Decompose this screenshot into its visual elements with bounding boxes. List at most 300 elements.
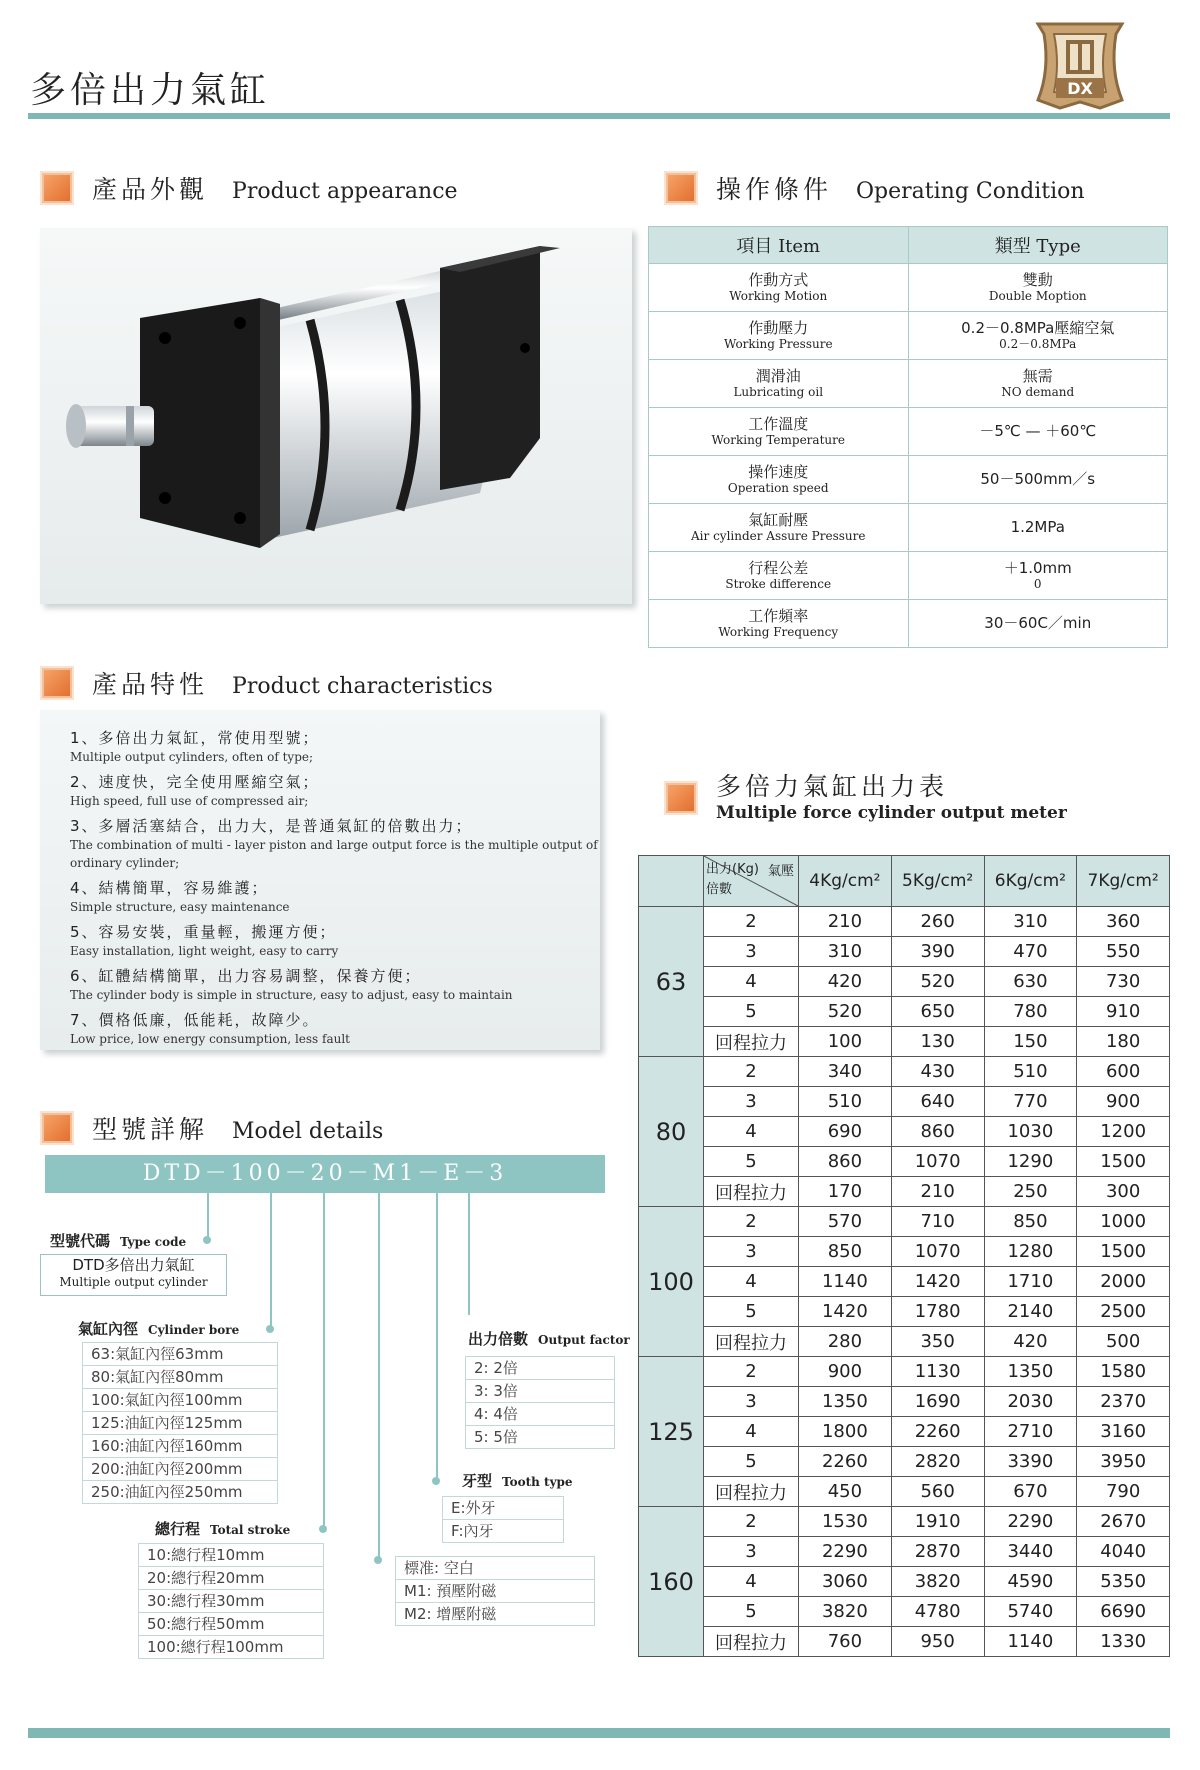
factor-option: 3: 3倍 <box>465 1380 615 1403</box>
condition-item-zh: 工作頻率 <box>748 607 809 625</box>
force-value-cell: 210 <box>891 1177 984 1207</box>
section-title-zh: 操作條件 <box>716 175 833 204</box>
bore-option: 160:油缸內徑160mm <box>82 1435 278 1458</box>
condition-item-cell <box>649 552 909 600</box>
characteristic-zh: 1、多倍出力氣缸，常使用型號； <box>70 729 320 747</box>
factor-option: 2: 2倍 <box>465 1356 615 1380</box>
section-title-en: Product characteristics <box>232 674 493 699</box>
characteristic-item <box>70 772 600 810</box>
condition-item-zh: 氣缸耐壓 <box>748 511 809 529</box>
characteristic-item <box>70 878 600 916</box>
force-value-cell: 510 <box>984 1057 1077 1087</box>
condition-item-en: Working Pressure <box>723 337 833 351</box>
force-value-cell: 360 <box>1077 907 1170 937</box>
corner-force-label: 出力(Kg) <box>706 862 759 877</box>
condition-item-zh: 潤滑油 <box>755 367 801 385</box>
force-value-cell: 1290 <box>984 1147 1077 1177</box>
section-title-en: Operating Condition <box>856 179 1085 204</box>
multiple-cell: 3 <box>704 1237 799 1267</box>
section-title-en: Multiple force cylinder output meter <box>716 803 1067 823</box>
condition-item-cell <box>649 408 909 456</box>
magnet-option: M2: 增壓附磁 <box>395 1603 595 1626</box>
output-row <box>639 1207 1170 1237</box>
connector-dot <box>203 1236 211 1244</box>
condition-row <box>649 552 1168 600</box>
condition-value-sub: 0 <box>1033 577 1042 591</box>
force-value-cell: 4040 <box>1077 1537 1170 1567</box>
output-factor-label-zh: 出力倍數 <box>468 1330 529 1348</box>
output-row <box>639 1627 1170 1657</box>
output-factor-label-en: Output factor <box>538 1333 630 1347</box>
bore-cell: 160 <box>639 1507 704 1657</box>
output-row <box>639 937 1170 967</box>
tooth-type-label-zh: 牙型 <box>462 1472 493 1490</box>
factor-option: 4: 4倍 <box>465 1403 615 1426</box>
force-value-cell: 780 <box>984 997 1077 1027</box>
force-value-cell: 520 <box>799 997 892 1027</box>
condition-value: 無需 <box>1022 367 1053 385</box>
section-square-icon <box>666 783 696 813</box>
multiple-cell: 2 <box>704 1207 799 1237</box>
condition-item-cell <box>649 456 909 504</box>
force-value-cell: 300 <box>1077 1177 1170 1207</box>
force-value-cell: 150 <box>984 1027 1077 1057</box>
type-code-box <box>40 1254 227 1296</box>
condition-value-cell <box>908 600 1168 648</box>
characteristic-item <box>70 966 600 1004</box>
force-value-cell: 1800 <box>799 1417 892 1447</box>
condition-value: 0.2－0.8MPa壓縮空氣 <box>961 319 1115 337</box>
force-value-cell: 1530 <box>799 1507 892 1537</box>
tooth-type-label <box>462 1470 573 1491</box>
force-value-cell: 3390 <box>984 1447 1077 1477</box>
force-value-cell: 760 <box>799 1627 892 1657</box>
condition-row <box>649 504 1168 552</box>
characteristic-en: Easy installation, light weight, easy to carry <box>70 944 339 958</box>
condition-item-cell <box>649 600 909 648</box>
output-row <box>639 1237 1170 1267</box>
force-value-cell: 3820 <box>799 1597 892 1627</box>
force-value-cell: 1910 <box>891 1507 984 1537</box>
force-value-cell: 130 <box>891 1027 984 1057</box>
condition-value-cell <box>908 504 1168 552</box>
condition-row <box>649 456 1168 504</box>
force-value-cell: 3160 <box>1077 1417 1170 1447</box>
force-value-cell: 3060 <box>799 1567 892 1597</box>
type-code-label <box>50 1230 186 1251</box>
force-value-cell: 910 <box>1077 997 1170 1027</box>
force-value-cell: 1030 <box>984 1117 1077 1147</box>
force-value-cell: 430 <box>891 1057 984 1087</box>
characteristic-zh: 4、結構簡單，容易維護； <box>70 879 269 897</box>
condition-item-en: Air cylinder Assure Pressure <box>691 529 866 543</box>
condition-item-cell <box>649 360 909 408</box>
force-value-cell: 730 <box>1077 967 1170 997</box>
force-value-cell: 2000 <box>1077 1267 1170 1297</box>
condition-item-en: Stroke difference <box>725 577 832 591</box>
bore-cell: 63 <box>639 907 704 1057</box>
condition-row <box>649 408 1168 456</box>
force-value-cell: 550 <box>1077 937 1170 967</box>
output-row <box>639 1327 1170 1357</box>
condition-table-body <box>649 264 1168 648</box>
condition-value: 50－500mm／s <box>980 470 1096 488</box>
section-condition-header <box>666 170 1085 206</box>
force-value-cell: 2260 <box>891 1417 984 1447</box>
pressure-column-header: 4Kg/cm² <box>799 856 892 907</box>
output-row <box>639 1417 1170 1447</box>
condition-row <box>649 600 1168 648</box>
condition-item-en: Operation speed <box>727 481 829 495</box>
multiple-cell: 2 <box>704 907 799 937</box>
force-value-cell: 850 <box>799 1237 892 1267</box>
section-square-icon <box>42 1113 72 1143</box>
footer-rule <box>28 1728 1170 1738</box>
force-value-cell: 520 <box>891 967 984 997</box>
force-value-cell: 560 <box>891 1477 984 1507</box>
section-characteristics-header <box>42 665 493 701</box>
pressure-column-header: 6Kg/cm² <box>984 856 1077 907</box>
section-title-zh: 多倍力氣缸出力表 <box>716 772 949 801</box>
stroke-option: 50:總行程50mm <box>138 1613 324 1636</box>
force-value-cell: 1690 <box>891 1387 984 1417</box>
characteristic-en: The combination of multi - layer piston and large output force is the multiple output of ordinary cylinder; <box>70 838 598 870</box>
type-code-value-en: Multiple output cylinder <box>59 1275 208 1289</box>
force-value-cell: 1130 <box>891 1357 984 1387</box>
condition-item-zh: 工作溫度 <box>748 415 809 433</box>
force-value-cell: 1200 <box>1077 1117 1170 1147</box>
force-value-cell: 5350 <box>1077 1567 1170 1597</box>
output-row <box>639 1537 1170 1567</box>
multiple-cell: 3 <box>704 1537 799 1567</box>
stroke-option: 20:總行程20mm <box>138 1567 324 1590</box>
output-row <box>639 1447 1170 1477</box>
condition-item-zh: 作動壓力 <box>748 319 809 337</box>
output-row <box>639 1297 1170 1327</box>
force-value-cell: 860 <box>891 1117 984 1147</box>
force-value-cell: 260 <box>891 907 984 937</box>
tooth-option: E:外牙 <box>442 1496 564 1520</box>
force-value-cell: 350 <box>891 1327 984 1357</box>
total-stroke-label-zh: 總行程 <box>155 1520 201 1538</box>
characteristic-zh: 2、速度快，完全使用壓縮空氣； <box>70 773 320 791</box>
force-value-cell: 630 <box>984 967 1077 997</box>
type-code-label-en: Type code <box>120 1235 187 1249</box>
cylinder-bore-label-zh: 氣缸內徑 <box>78 1320 139 1338</box>
characteristics-box <box>40 710 600 1050</box>
force-value-cell: 2290 <box>984 1507 1077 1537</box>
force-value-cell: 3440 <box>984 1537 1077 1567</box>
force-value-cell: 420 <box>984 1327 1077 1357</box>
output-row <box>639 1597 1170 1627</box>
connector-line <box>436 1193 438 1481</box>
magnet-option: M1: 預壓附磁 <box>395 1580 595 1603</box>
title-rule <box>28 113 1170 119</box>
force-value-cell: 710 <box>891 1207 984 1237</box>
multiple-cell: 5 <box>704 1297 799 1327</box>
force-value-cell: 390 <box>891 937 984 967</box>
characteristic-en: Simple structure, easy maintenance <box>70 900 290 914</box>
condition-item-zh: 操作速度 <box>748 463 809 481</box>
connector-dot <box>266 1325 274 1333</box>
connector-line <box>207 1193 209 1239</box>
bore-option: 80:氣缸內徑80mm <box>82 1366 278 1389</box>
tooth-type-options <box>442 1496 564 1543</box>
model-code-bar: DTD－100－20－M1－E－3 <box>45 1155 605 1193</box>
section-appearance-header <box>42 170 458 206</box>
condition-value-sub: NO demand <box>1001 385 1075 399</box>
condition-value: 1.2MPa <box>1010 518 1065 536</box>
section-square-icon <box>42 668 72 698</box>
bore-option: 250:油缸內徑250mm <box>82 1481 278 1504</box>
force-value-cell: 1780 <box>891 1297 984 1327</box>
connector-dot <box>319 1525 327 1533</box>
force-value-cell: 510 <box>799 1087 892 1117</box>
force-value-cell: 2500 <box>1077 1297 1170 1327</box>
factor-option: 5: 5倍 <box>465 1426 615 1449</box>
force-value-cell: 1070 <box>891 1237 984 1267</box>
multiple-cell: 2 <box>704 1057 799 1087</box>
cylinder-bore-label <box>78 1318 239 1339</box>
force-value-cell: 4780 <box>891 1597 984 1627</box>
condition-item-zh: 行程公差 <box>748 559 809 577</box>
force-value-cell: 2290 <box>799 1537 892 1567</box>
force-value-cell: 1500 <box>1077 1147 1170 1177</box>
force-value-cell: 100 <box>799 1027 892 1057</box>
operating-condition-table <box>648 226 1168 648</box>
condition-value-cell <box>908 360 1168 408</box>
cylinder-bore-options <box>82 1342 278 1504</box>
pressure-column-header: 7Kg/cm² <box>1077 856 1170 907</box>
section-title-en: Product appearance <box>232 179 458 204</box>
characteristic-zh: 5、容易安裝，重量輕，搬運方便； <box>70 923 337 941</box>
output-row <box>639 907 1170 937</box>
force-value-cell: 2710 <box>984 1417 1077 1447</box>
magnet-options <box>395 1556 595 1626</box>
force-value-cell: 470 <box>984 937 1077 967</box>
output-force-table <box>638 855 1170 1657</box>
force-value-cell: 900 <box>1077 1087 1170 1117</box>
force-value-cell: 1500 <box>1077 1237 1170 1267</box>
total-stroke-label <box>155 1518 290 1539</box>
bore-cell: 100 <box>639 1207 704 1357</box>
characteristic-en: Low price, low energy consumption, less fault <box>70 1032 350 1046</box>
type-code-value-zh: DTD多倍出力氣缸 <box>72 1256 195 1274</box>
corner-header-cell <box>704 856 799 907</box>
tooth-type-label-en: Tooth type <box>502 1475 573 1489</box>
output-row <box>639 1267 1170 1297</box>
condition-item-en: Working Frequency <box>718 625 839 639</box>
force-value-cell: 1580 <box>1077 1357 1170 1387</box>
characteristic-zh: 6、缸體結構簡單，出力容易調整，保養方便； <box>70 967 422 985</box>
force-value-cell: 860 <box>799 1147 892 1177</box>
multiple-cell: 4 <box>704 1567 799 1597</box>
section-title-zh: 型號詳解 <box>92 1115 209 1144</box>
force-value-cell: 1420 <box>799 1297 892 1327</box>
output-row <box>639 1477 1170 1507</box>
connector-dot <box>374 1556 382 1564</box>
force-value-cell: 2030 <box>984 1387 1077 1417</box>
force-value-cell: 4590 <box>984 1567 1077 1597</box>
cylinder-bore-label-en: Cylinder bore <box>148 1323 240 1337</box>
condition-value: 雙動 <box>1022 271 1053 289</box>
logo-text: DX <box>1067 79 1093 98</box>
multiple-cell: 5 <box>704 997 799 1027</box>
corner-pressure-label: 氣壓 <box>767 864 794 879</box>
section-square-icon <box>666 173 696 203</box>
force-value-cell: 340 <box>799 1057 892 1087</box>
condition-item-en: Lubricating oil <box>733 385 824 399</box>
force-value-cell: 1710 <box>984 1267 1077 1297</box>
total-stroke-label-en: Total stroke <box>210 1523 291 1537</box>
condition-row <box>649 312 1168 360</box>
page-title: 多倍出力氣缸 <box>30 70 271 111</box>
output-row <box>639 997 1170 1027</box>
bore-header-cell <box>639 856 704 907</box>
condition-value-cell <box>908 552 1168 600</box>
characteristic-item <box>70 922 600 960</box>
pressure-column-header: 5Kg/cm² <box>891 856 984 907</box>
force-value-cell: 2870 <box>891 1537 984 1567</box>
condition-value-sub: Double Moption <box>988 289 1087 303</box>
product-image <box>40 228 632 604</box>
characteristic-item <box>70 728 600 766</box>
condition-item-en: Working Temperature <box>711 433 845 447</box>
condition-row <box>649 264 1168 312</box>
multiple-cell: 3 <box>704 937 799 967</box>
multiple-cell: 回程拉力 <box>704 1477 799 1507</box>
section-model-header <box>42 1110 383 1146</box>
output-factor-label <box>468 1328 630 1349</box>
output-row <box>639 1567 1170 1597</box>
force-value-cell: 2820 <box>891 1447 984 1477</box>
corner-multiple-label: 倍數 <box>706 882 733 897</box>
condition-item-cell <box>649 312 909 360</box>
force-value-cell: 570 <box>799 1207 892 1237</box>
force-value-cell: 1280 <box>984 1237 1077 1267</box>
force-value-cell: 5740 <box>984 1597 1077 1627</box>
stroke-option: 100:總行程100mm <box>138 1636 324 1659</box>
condition-value-cell <box>908 264 1168 312</box>
characteristic-en: Multiple output cylinders, often of type; <box>70 750 314 764</box>
condition-value-cell <box>908 456 1168 504</box>
force-value-cell: 310 <box>799 937 892 967</box>
force-value-cell: 670 <box>984 1477 1077 1507</box>
multiple-cell: 5 <box>704 1447 799 1477</box>
force-value-cell: 1070 <box>891 1147 984 1177</box>
multiple-cell: 2 <box>704 1507 799 1537</box>
connector-line <box>323 1193 325 1529</box>
characteristic-item <box>70 1010 600 1048</box>
force-value-cell: 850 <box>984 1207 1077 1237</box>
column-header-item: 項目 Item <box>649 227 909 264</box>
connector-line <box>270 1193 272 1330</box>
column-header-type: 類型 Type <box>908 227 1168 264</box>
force-value-cell: 500 <box>1077 1327 1170 1357</box>
multiple-cell: 5 <box>704 1147 799 1177</box>
force-value-cell: 450 <box>799 1477 892 1507</box>
force-value-cell: 790 <box>1077 1477 1170 1507</box>
force-value-cell: 650 <box>891 997 984 1027</box>
characteristic-zh: 7、價格低廉，低能耗，故障少。 <box>70 1011 320 1029</box>
bore-cell: 80 <box>639 1057 704 1207</box>
force-value-cell: 1140 <box>799 1267 892 1297</box>
force-value-cell: 310 <box>984 907 1077 937</box>
condition-value-cell <box>908 408 1168 456</box>
stroke-option: 10:總行程10mm <box>138 1543 324 1567</box>
multiple-cell: 4 <box>704 1417 799 1447</box>
characteristic-zh: 3、多層活塞結合，出力大，是普通氣缸的倍數出力； <box>70 817 473 835</box>
force-value-cell: 2260 <box>799 1447 892 1477</box>
output-row <box>639 1387 1170 1417</box>
force-value-cell: 600 <box>1077 1057 1170 1087</box>
section-square-icon <box>42 173 72 203</box>
section-title-zh: 產品特性 <box>92 670 209 699</box>
connector-line <box>378 1193 380 1559</box>
condition-value-sub: 0.2－0.8MPa <box>999 337 1077 351</box>
force-value-cell: 2670 <box>1077 1507 1170 1537</box>
total-stroke-options <box>138 1543 324 1659</box>
force-value-cell: 6690 <box>1077 1597 1170 1627</box>
force-value-cell: 250 <box>984 1177 1077 1207</box>
force-value-cell: 170 <box>799 1177 892 1207</box>
bore-cell: 125 <box>639 1357 704 1507</box>
characteristic-en: The cylinder body is simple in structure, easy to adjust, easy to maintain <box>70 988 513 1002</box>
force-value-cell: 1350 <box>799 1387 892 1417</box>
condition-value: ＋1.0mm <box>1003 559 1072 577</box>
section-title-zh: 產品外觀 <box>92 175 209 204</box>
multiple-cell: 4 <box>704 1267 799 1297</box>
output-row <box>639 1057 1170 1087</box>
force-value-cell: 690 <box>799 1117 892 1147</box>
multiple-cell: 回程拉力 <box>704 1177 799 1207</box>
condition-item-cell <box>649 264 909 312</box>
force-value-cell: 3950 <box>1077 1447 1170 1477</box>
condition-row <box>649 360 1168 408</box>
multiple-cell: 2 <box>704 1357 799 1387</box>
force-value-cell: 420 <box>799 967 892 997</box>
force-value-cell: 640 <box>891 1087 984 1117</box>
multiple-cell: 回程拉力 <box>704 1327 799 1357</box>
bore-option: 63:氣缸內徑63mm <box>82 1342 278 1366</box>
force-value-cell: 1420 <box>891 1267 984 1297</box>
force-value-cell: 210 <box>799 907 892 937</box>
multiple-cell: 回程拉力 <box>704 1627 799 1657</box>
condition-item-cell <box>649 504 909 552</box>
multiple-cell: 回程拉力 <box>704 1027 799 1057</box>
force-value-cell: 280 <box>799 1327 892 1357</box>
force-value-cell: 1330 <box>1077 1627 1170 1657</box>
force-value-cell: 2140 <box>984 1297 1077 1327</box>
output-row <box>639 1507 1170 1537</box>
multiple-cell: 4 <box>704 967 799 997</box>
output-row <box>639 1087 1170 1117</box>
force-value-cell: 1140 <box>984 1627 1077 1657</box>
output-row <box>639 1177 1170 1207</box>
type-code-label-zh: 型號代碼 <box>50 1232 111 1250</box>
characteristic-en: High speed, full use of compressed air; <box>70 794 309 808</box>
characteristics-list <box>40 710 600 1048</box>
condition-value: －5℃ — ＋60℃ <box>979 422 1097 440</box>
output-row <box>639 967 1170 997</box>
section-output-header <box>666 772 1067 824</box>
output-row <box>639 1027 1170 1057</box>
output-table-body <box>639 907 1170 1657</box>
bore-option: 125:油缸內徑125mm <box>82 1412 278 1435</box>
output-row <box>639 1147 1170 1177</box>
force-value-cell: 1000 <box>1077 1207 1170 1237</box>
condition-item-zh: 作動方式 <box>748 271 809 289</box>
